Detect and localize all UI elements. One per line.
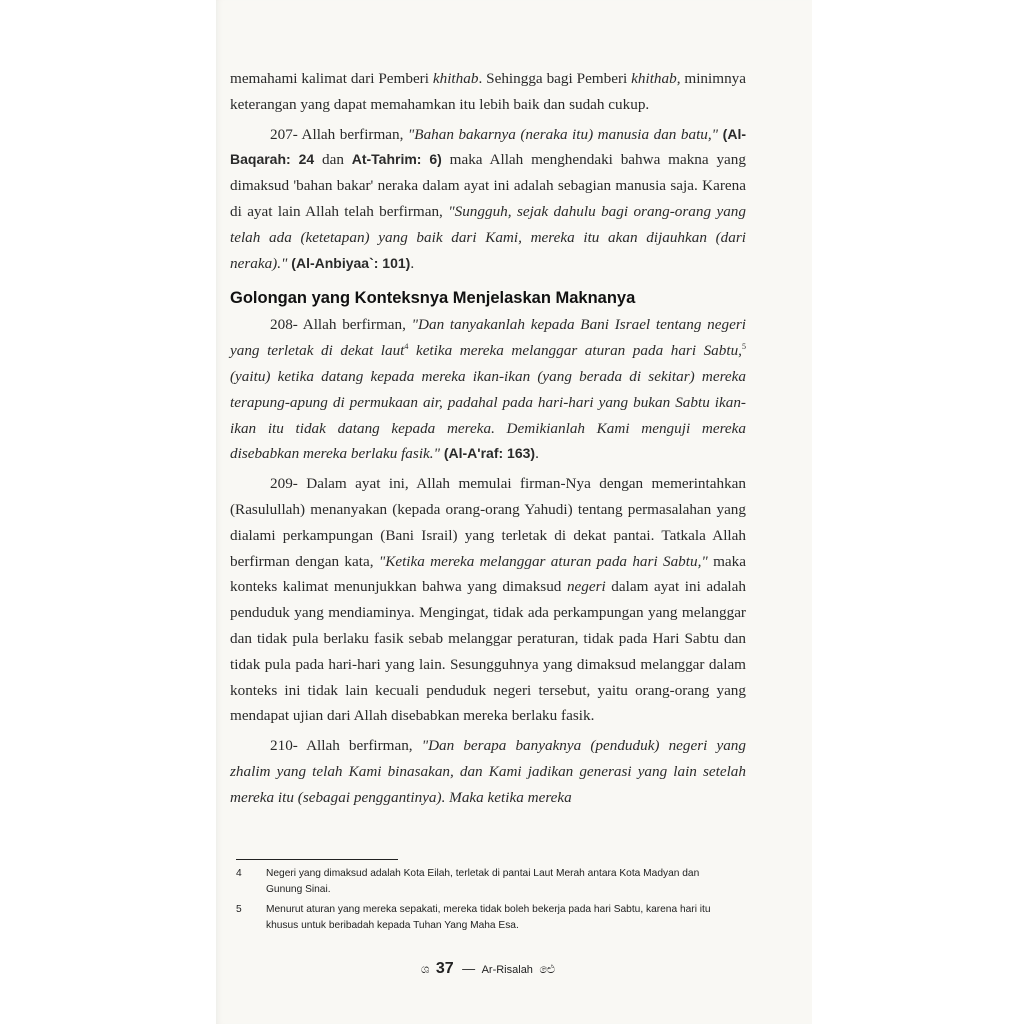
footnotes xyxy=(236,866,732,938)
footnote-text: Menurut aturan yang mereka sepakati, mereka tidak boleh bekerja pada hari Sabtu, karena hari itu khusus untuk beribadah kepada Tuhan Yang Maha Esa. xyxy=(266,904,711,931)
footnote-ref-5[interactable]: 5 xyxy=(741,342,746,352)
footnote-4 xyxy=(236,866,732,897)
paragraph-208: 208- Allah berfirman, "Dan tanyakanlah kepada Bani Israel tentang negeri yang terletak di dekat laut$^4$ ketika mereka melanggar aturan pada hari Sabtu,$^5$ (yaitu) ketika datang kepada mereka ikan-ikan (yang berada di sekitar) mereka terapung-apung di permukaan air, padahal pada hari-hari yang bukan Sabtu ikan-ikan itu tidak datang kepada mereka. Demikianlah Kami menguji mereka disebabkan mereka berlaku fasik." (Al-A'raf: 163). xyxy=(230,316,746,463)
paragraph-207: 207- Allah berfirman, "Bahan bakarnya (neraka itu) manusia dan batu," (Al-Baqarah: 24 dan At-Tahrim: 6) maka Allah menghendaki bahwa makna yang dimaksud 'bahan bakar' neraka dalam ayat ini adalah sebagian manusia saja. Karena di ayat lain Allah telah berfirman, "Sungguh, sejak dahulu bagi orang-orang yang telah ada (ketetapan) yang baik dari Kami, mereka itu akan dijauhkan (dari neraka)." (Al-Anbiyaa`: 101). xyxy=(230,125,746,272)
paragraph-210: 210- Allah berfirman, "Dan berapa banyaknya (penduduk) negeri yang zhalim yang telah Kami binasakan, dan Kami jadikan generasi yang lain setelah mereka itu (sebagai penggantinya). Maka ketika mereka xyxy=(230,737,746,806)
footer-dash: — xyxy=(462,961,476,976)
footnote-5 xyxy=(236,902,732,933)
footnote-divider xyxy=(236,859,398,860)
section-heading: Golongan yang Konteksnya Menjelaskan Maknanya xyxy=(230,289,636,308)
footnote-number: 4 xyxy=(236,868,242,879)
footnote-number: 5 xyxy=(236,904,242,915)
page-body xyxy=(230,66,746,811)
ornament-right-icon: ඓ xyxy=(539,962,556,976)
footnote-text: Negeri yang dimaksud adalah Kota Eilah, terletak di pantai Laut Merah antara Kota Madyan dan Gunung Sinai. xyxy=(266,868,700,895)
page-number: 37 xyxy=(435,960,454,977)
page-footer xyxy=(216,960,760,978)
book-page xyxy=(216,0,812,1024)
paragraph-continuation: memahami kalimat dari Pemberi khithab. Sehingga bagi Pemberi khithab, minimnya keterangan yang dapat memahamkan itu lebih baik dan sudah cukup. xyxy=(230,70,746,113)
paragraph-209: 209- Dalam ayat ini, Allah memulai firman-Nya dengan memerintahkan (Rasulullah) menanyakan (kepada orang-orang Yahudi) tentang permasalahan yang dialami perkampungan (Bani Israil) yang terletak di dekat pantai. Tatkala Allah berfirman dengan kata, "Ketika mereka melanggar aturan pada hari Sabtu," maka konteks kalimat menunjukkan bahwa yang dimaksud negeri dalam ayat ini adalah penduduk yang mendiaminya. Mengingat, tidak ada perkampungan yang melanggar dan tidak pula berlaku fasik sebab melanggar peraturan, tidak pada Hari Sabtu dan tidak pula pada hari-hari yang lain. Sesungguhnya yang dimaksud melanggar dalam konteks ini tidak lain kecuali penduduk negeri tersebut, yaitu orang-orang yang mendapat ujian dari Allah disebabkan mereka berlaku fasik. xyxy=(230,475,746,725)
ornament-left-icon: ශ xyxy=(420,962,430,976)
footnote-ref-4[interactable]: 4 xyxy=(404,342,409,352)
book-title: Ar-Risalah xyxy=(481,964,533,976)
